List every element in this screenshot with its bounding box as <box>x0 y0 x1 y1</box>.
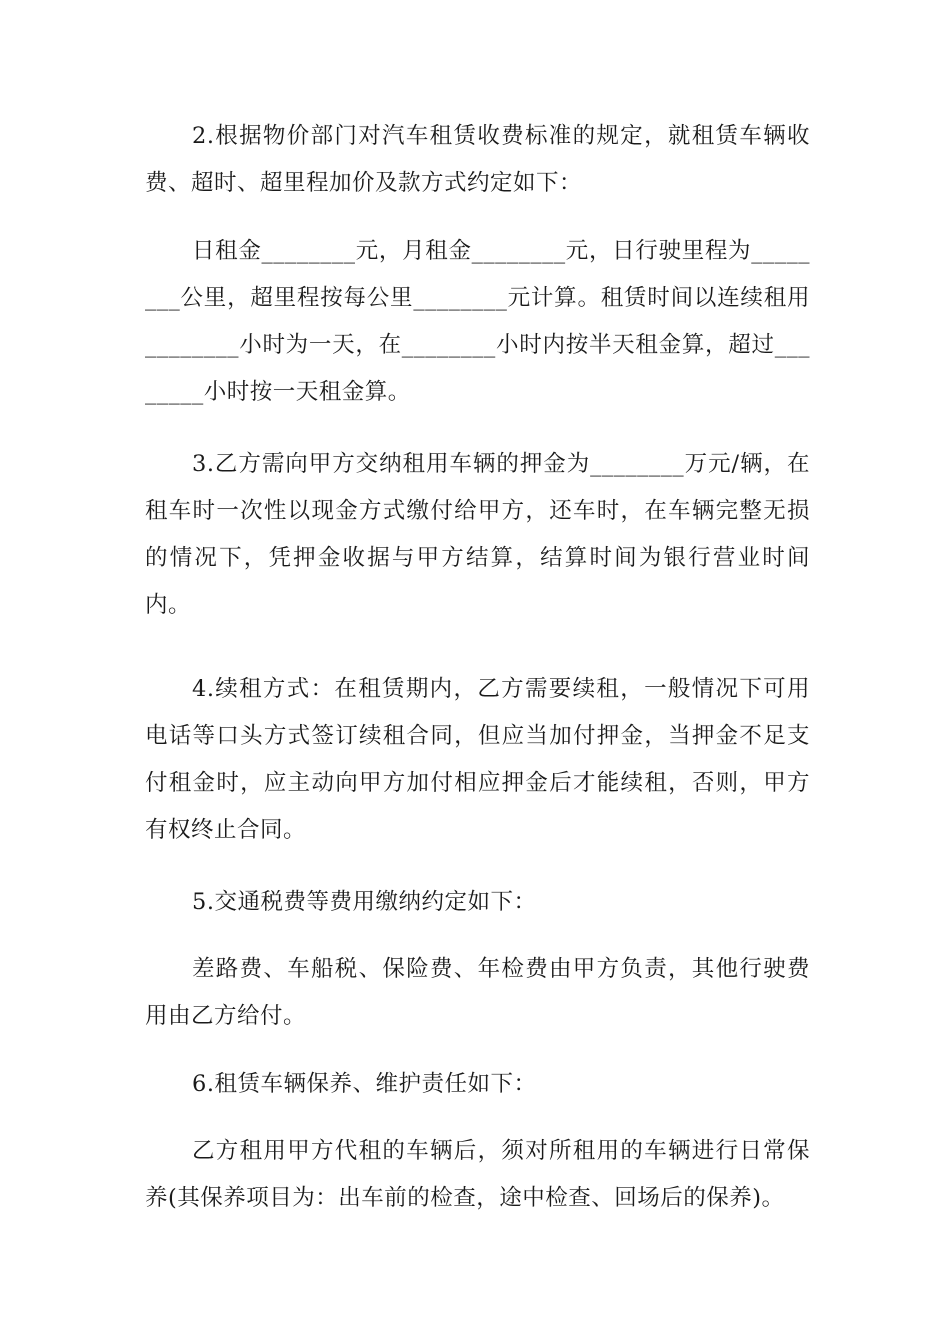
clause-2-fee-standard: 2.根据物价部门对汽车租赁收费标准的规定，就租赁车辆收费、超时、超里程加价及款方式约定如下： <box>145 123 810 196</box>
clause-5-heading: 5.交通税费等费用缴纳约定如下： <box>192 889 537 915</box>
clause-4-renewal: 4.续租方式：在租赁期内，乙方需要续租，一般情况下可用电话等口头方式签订续租合同，但应当加付押金，当押金不足支付租金时，应主动向甲方加付相应押金后才能续租，否则，甲方有权终止合同。 <box>145 676 810 843</box>
clause-2-rental-rates: 日租金________元，月租金________元，日行驶里程为________公里，超里程按每公里________元计算。租赁时间以连续租用________小时为一天，在________小时内按半天租金算，超过________小时按一天租金算。 <box>145 238 810 405</box>
clause-5-body: 差路费、车船税、保险费、年检费由甲方负责，其他行驶费用由乙方给付。 <box>145 956 810 1029</box>
clause-6-body: 乙方租用甲方代租的车辆后，须对所租用的车辆进行日常保养(其保养项目为：出车前的检查，途中检查、回场后的保养)。 <box>145 1138 810 1211</box>
clause-6-heading: 6.租赁车辆保养、维护责任如下： <box>192 1071 537 1097</box>
clause-3-deposit: 3.乙方需向甲方交纳租用车辆的押金为________万元/辆，在租车时一次性以现金方式缴付给甲方，还车时，在车辆完整无损的情况下，凭押金收据与甲方结算，结算时间为银行营业时间内。 <box>145 451 810 618</box>
